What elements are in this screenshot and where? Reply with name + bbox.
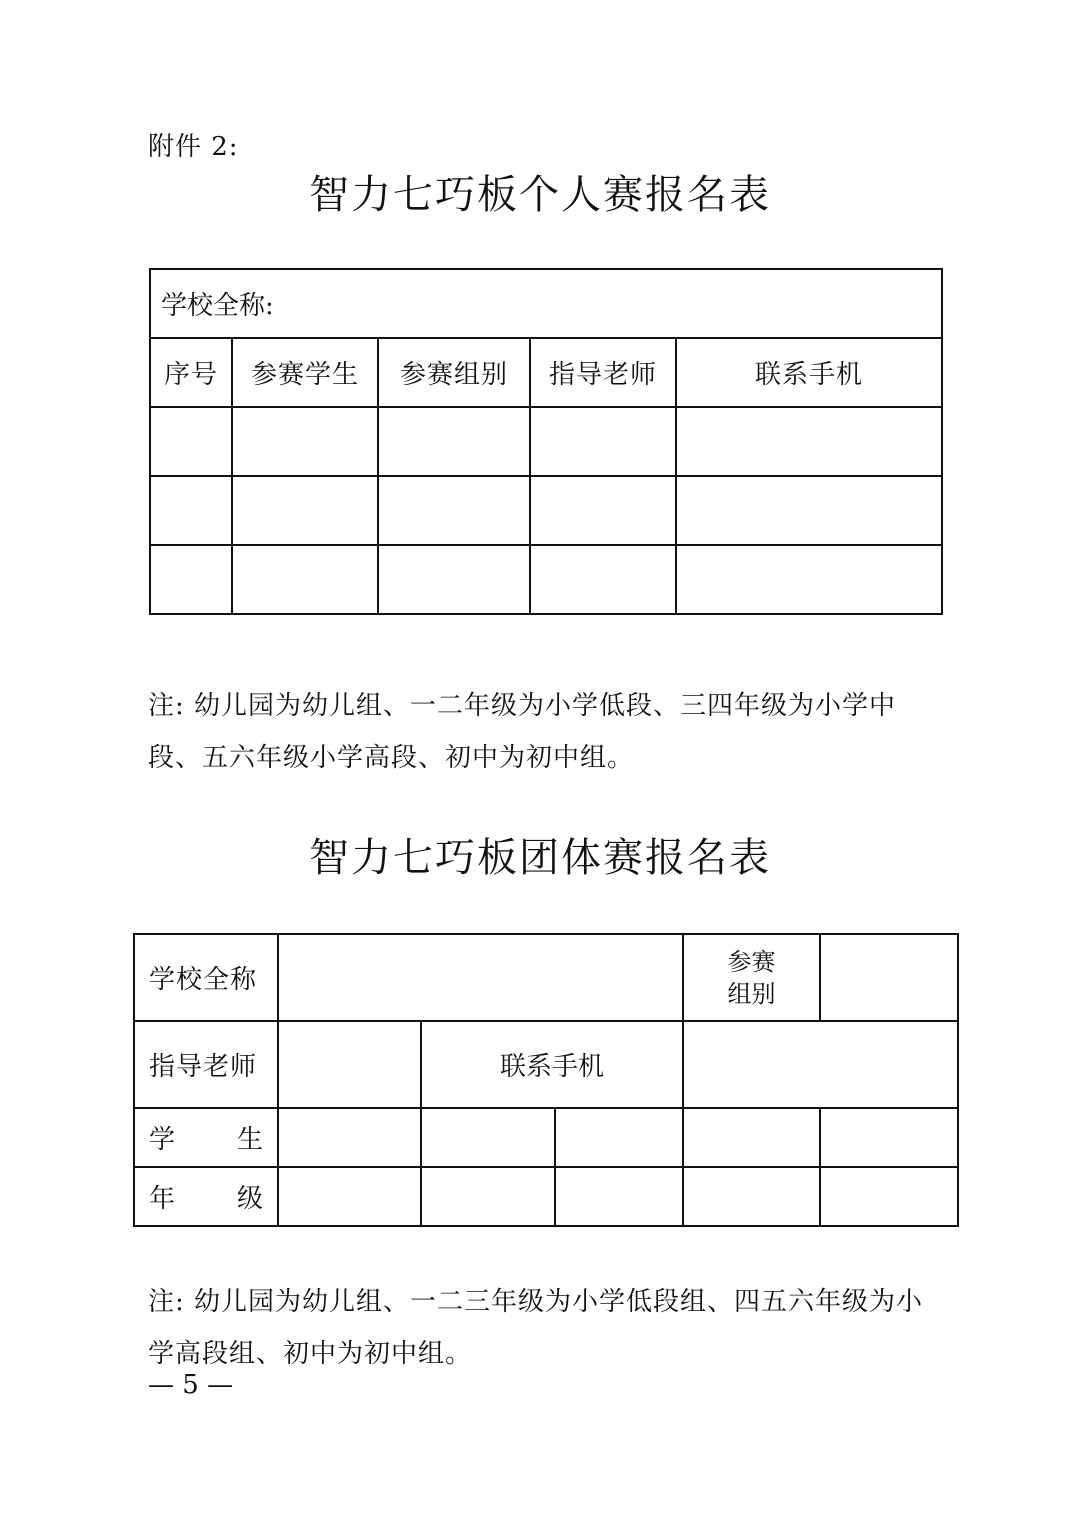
team-group-label	[683, 934, 820, 1021]
header-student: 参赛学生	[232, 338, 378, 407]
team-group-input[interactable]	[820, 934, 958, 1021]
student-cell[interactable]	[421, 1108, 555, 1167]
student-label-b: 生	[236, 1125, 263, 1155]
table-row	[150, 545, 942, 614]
grade-cell[interactable]	[555, 1167, 683, 1226]
individual-registration-table	[149, 268, 943, 615]
page-number: — 5 —	[148, 1370, 234, 1400]
team-teacher-input[interactable]	[278, 1021, 421, 1108]
blank-cell[interactable]	[676, 407, 942, 476]
header-teacher: 指导老师	[530, 338, 676, 407]
grade-cell[interactable]	[820, 1167, 958, 1226]
blank-cell[interactable]	[150, 407, 232, 476]
blank-cell[interactable]	[676, 545, 942, 614]
blank-cell[interactable]	[676, 476, 942, 545]
student-cell[interactable]	[683, 1108, 820, 1167]
team-phone-label: 联系手机	[421, 1021, 683, 1108]
blank-cell[interactable]	[378, 476, 530, 545]
individual-form-title: 智力七巧板个人赛报名表	[309, 172, 771, 218]
student-cell[interactable]	[820, 1108, 958, 1167]
team-note: 注: 幼儿园为幼儿组、一二三年级为小学低段组、四五六年级为小学高段组、初中为初中组。	[148, 1287, 924, 1369]
group-label-line2: 组别	[727, 979, 776, 1008]
blank-cell[interactable]	[530, 545, 676, 614]
grade-cell[interactable]	[683, 1167, 820, 1226]
grade-label-a: 年	[149, 1184, 176, 1214]
team-student-label	[134, 1108, 278, 1167]
school-name-label: 学校全称:	[161, 291, 274, 321]
team-school-input[interactable]	[278, 934, 683, 1021]
grade-label-b: 级	[236, 1184, 263, 1214]
team-registration-table	[133, 933, 959, 1227]
header-group: 参赛组别	[378, 338, 530, 407]
grade-cell[interactable]	[278, 1167, 421, 1226]
student-cell[interactable]	[555, 1108, 683, 1167]
team-form-title: 智力七巧板团体赛报名表	[309, 835, 771, 881]
grade-cell[interactable]	[421, 1167, 555, 1226]
team-grade-label	[134, 1167, 278, 1226]
header-index: 序号	[150, 338, 232, 407]
blank-cell[interactable]	[530, 407, 676, 476]
blank-cell[interactable]	[232, 545, 378, 614]
group-label-line1: 参赛	[727, 947, 776, 976]
blank-cell[interactable]	[232, 476, 378, 545]
individual-note: 注: 幼儿园为幼儿组、一二年级为小学低段、三四年级为小学中段、五六年级小学高段、初中为初中组。	[148, 691, 897, 773]
table-row	[150, 407, 942, 476]
blank-cell[interactable]	[150, 476, 232, 545]
student-label-a: 学	[149, 1125, 176, 1155]
attachment-label: 附件 2:	[148, 132, 239, 162]
table-row	[150, 476, 942, 545]
blank-cell[interactable]	[378, 407, 530, 476]
header-phone: 联系手机	[676, 338, 942, 407]
blank-cell[interactable]	[232, 407, 378, 476]
blank-cell[interactable]	[530, 476, 676, 545]
team-teacher-label: 指导老师	[134, 1021, 278, 1108]
school-name-cell[interactable]	[150, 269, 942, 338]
team-phone-input[interactable]	[683, 1021, 958, 1108]
student-cell[interactable]	[278, 1108, 421, 1167]
blank-cell[interactable]	[378, 545, 530, 614]
blank-cell[interactable]	[150, 545, 232, 614]
team-school-label: 学校全称	[134, 934, 278, 1021]
